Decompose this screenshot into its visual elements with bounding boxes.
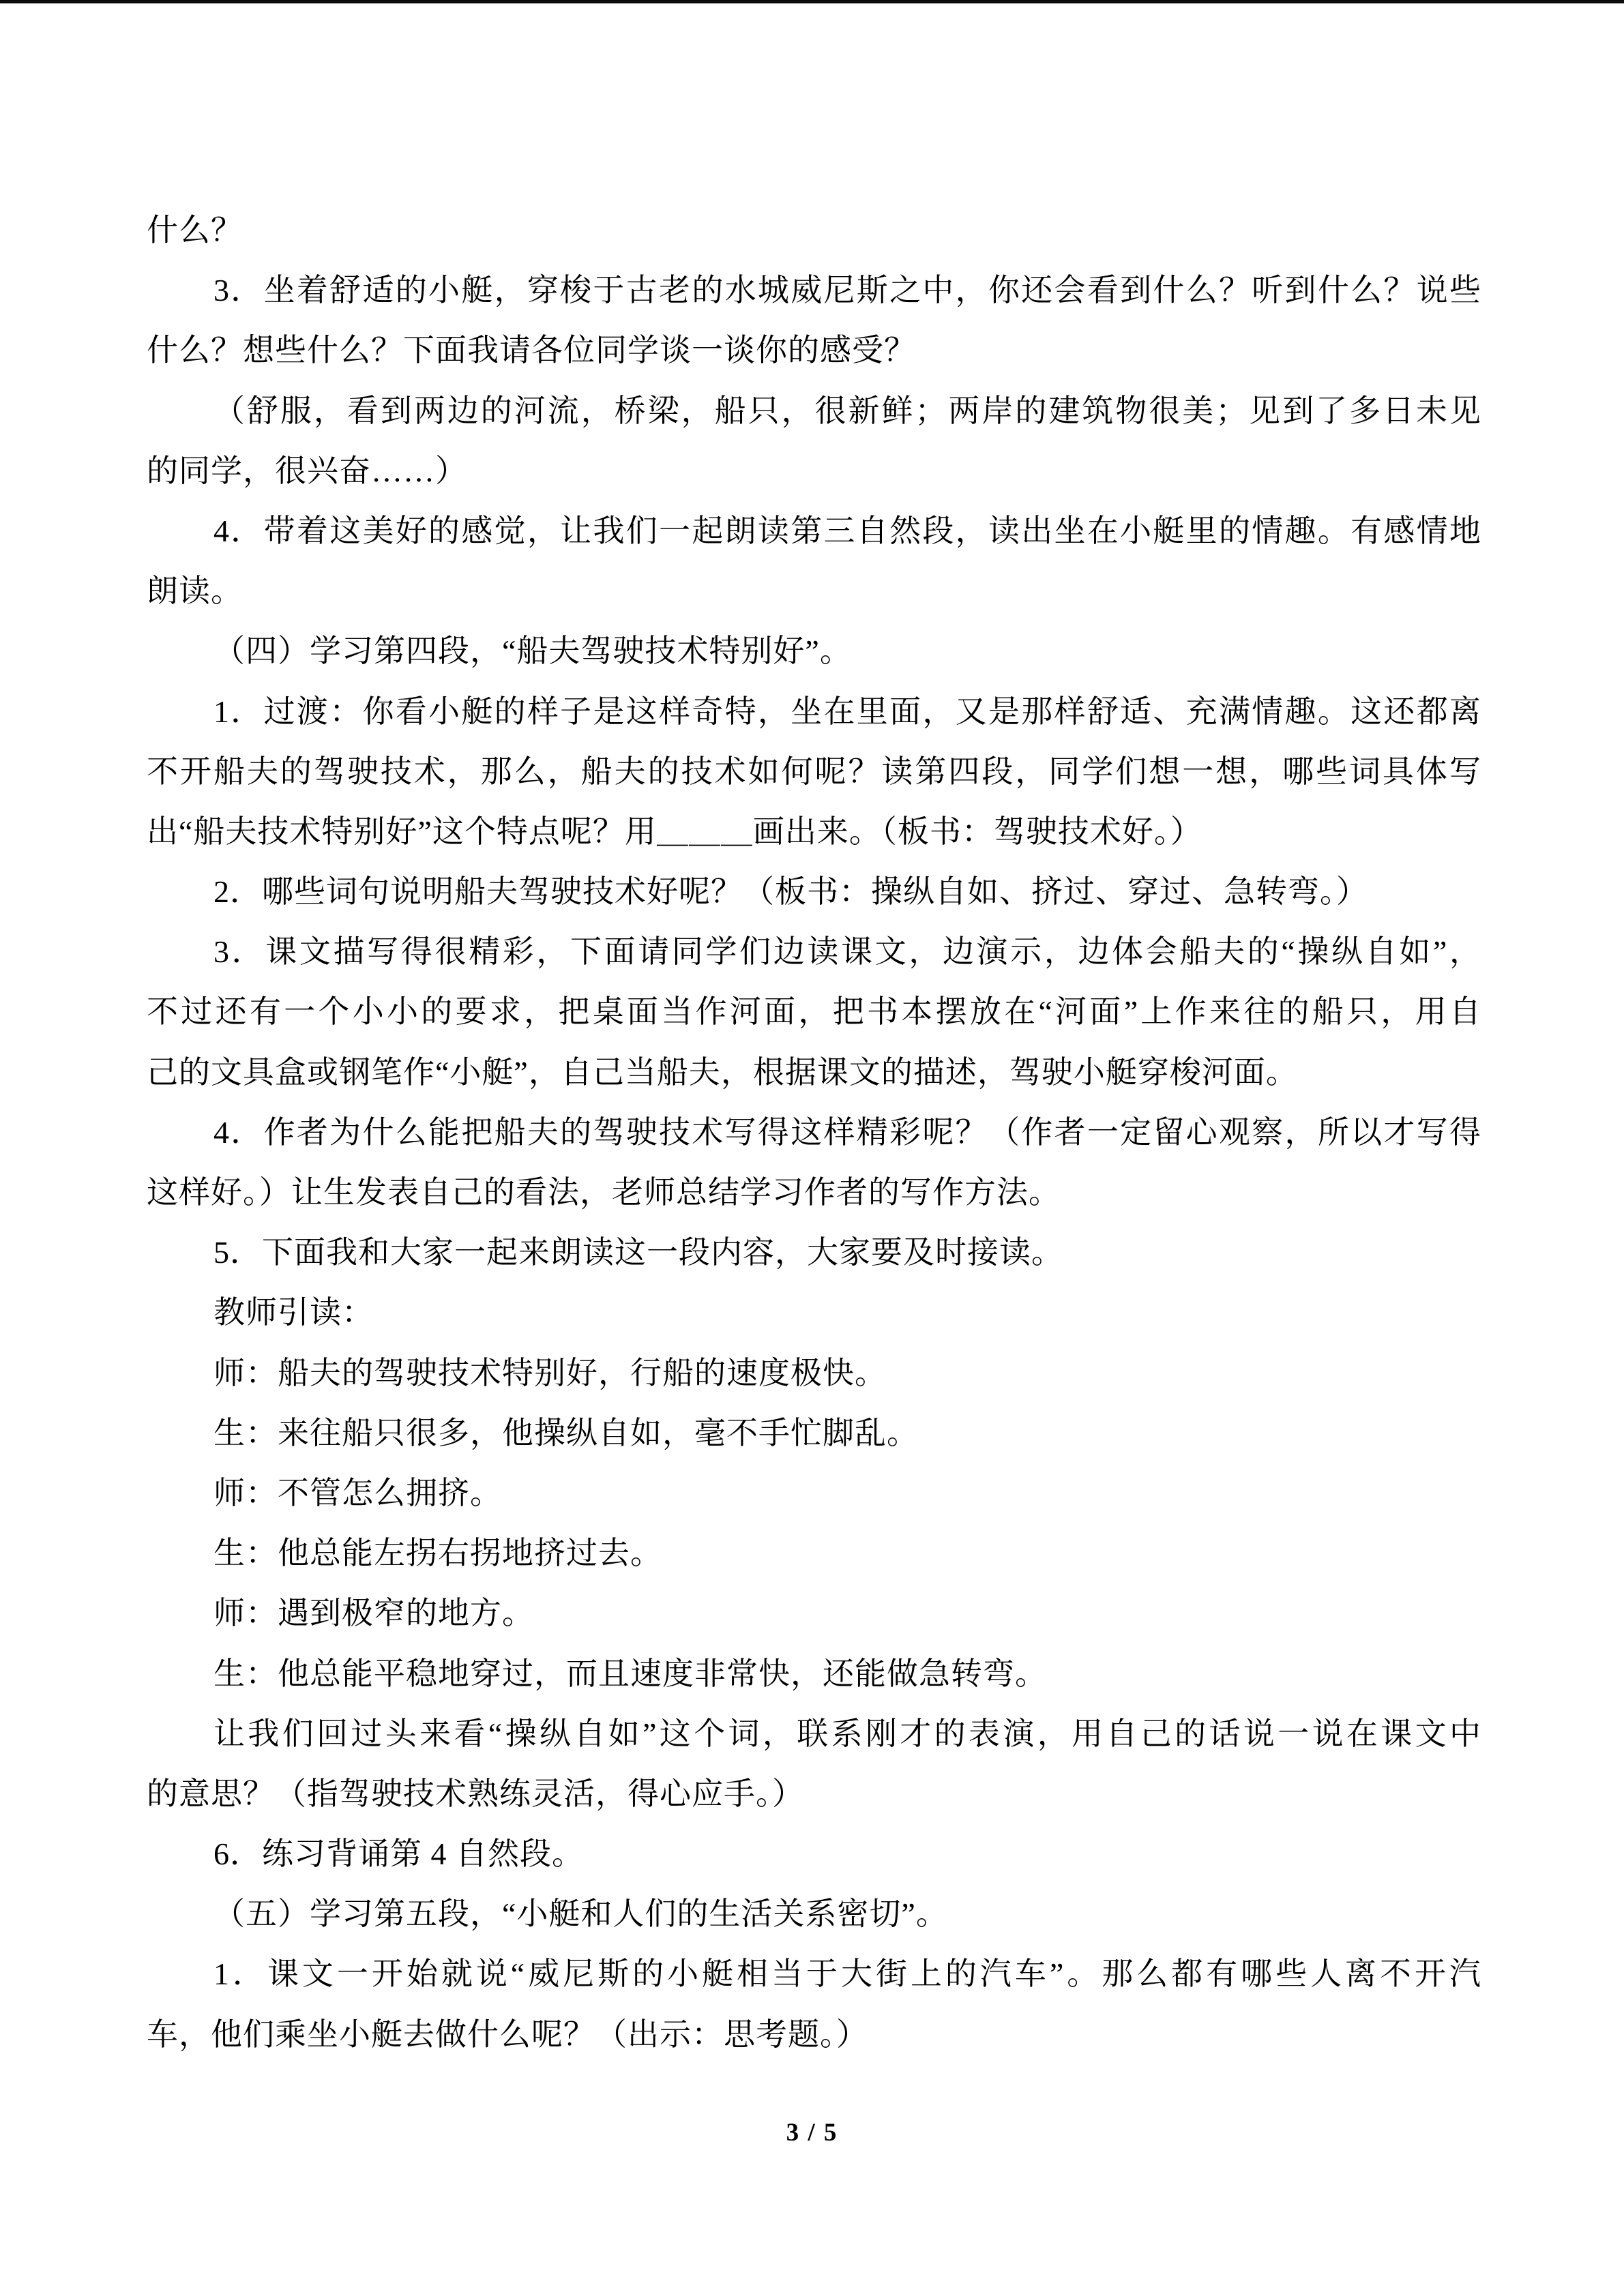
- text-line: 让我们回过头来看“操纵自如”这个词，联系刚才的表演，用自己的话说一说在课文中: [213, 1716, 1481, 1751]
- text-line: （舒服，看到两边的河流，桥梁，船只，很新鲜；两岸的建筑物很美；见到了多日未见: [213, 393, 1481, 428]
- text-line: 3．课文描写得很精彩，下面请同学们边读课文，边演示，边体会船夫的“操纵自如”，: [213, 934, 1481, 970]
- text-line: 1．课文一开始就说“威尼斯的小艇相当于大街上的汽车”。那么都有哪些人离不开汽: [213, 1956, 1481, 1992]
- text-line: 生：来往船只很多，他操纵自如，毫不手忙脚乱。: [213, 1415, 919, 1450]
- text-line: 师：遇到极窄的地方。: [213, 1596, 534, 1631]
- text-line: 4．带着这美好的感觉，让我们一起朗读第三自然段，读出坐在小艇里的情趣。有感情地: [213, 513, 1481, 548]
- text-line: 师：船夫的驾驶技术特别好，行船的速度极快。: [213, 1355, 887, 1390]
- text-line: 师：不管怎么拥挤。: [213, 1475, 502, 1510]
- text-line: （五）学习第五段，“小艇和人们的生活关系密切”。: [213, 1896, 948, 1932]
- text-line: 3．坐着舒适的小艇，穿梭于古老的水城威尼斯之中，你还会看到什么？听到什么？说些: [213, 273, 1481, 308]
- text-line: 2．哪些词句说明船夫驾驶技术好呢？（板书：操纵自如、挤过、穿过、急转弯。）: [213, 874, 1368, 910]
- text-line: 的同学，很兴奋……）: [147, 453, 467, 488]
- text-line: 不开船夫的驾驶技术，那么，船夫的技术如何呢？读第四段，同学们想一想，哪些词具体写: [147, 754, 1481, 789]
- text-line: 车，他们乘坐小艇去做什么呢？（出示：思考题。）: [147, 2016, 868, 2052]
- text-line: 什么？想些什么？下面我请各位同学谈一谈你的感受？: [147, 333, 916, 368]
- text-line: 教师引读：: [213, 1295, 374, 1330]
- window-top-edge: [0, 0, 1624, 3]
- text-line: 出“船夫技术特别好”这个特点呢？用＿＿＿画出来。（板书：驾驶技术好。）: [147, 814, 1202, 849]
- text-line: 6．练习背诵第 4 自然段。: [213, 1836, 584, 1872]
- text-line: 己的文具盒或钢笔作“小艇”，自己当船夫，根据课文的描述，驾驶小艇穿梭河面。: [147, 1054, 1298, 1090]
- document-body: [147, 200, 1481, 2065]
- text-line: 不过还有一个小小的要求，把桌面当作河面，把书本摆放在“河面”上作来往的船只，用自: [147, 994, 1481, 1030]
- text-line: 的意思？（指驾驶技术熟练灵活，得心应手。）: [147, 1776, 804, 1811]
- text-line: 朗读。: [147, 573, 243, 609]
- text-line: （四）学习第四段，“船夫驾驶技术特别好”。: [213, 633, 852, 669]
- text-line: 生：他总能平稳地穿过，而且速度非常快，还能做急转弯。: [213, 1656, 1047, 1691]
- text-line: 5．下面我和大家一起来朗读这一段内容，大家要及时接读。: [213, 1235, 1063, 1270]
- page-footer: [0, 2118, 1624, 2147]
- text-line: 4．作者为什么能把船夫的驾驶技术写得这样精彩呢？（作者一定留心观察，所以才写得: [213, 1114, 1481, 1150]
- text-line: 生：他总能左拐右拐地挤过去。: [213, 1536, 662, 1571]
- text-line: 什么？: [147, 213, 243, 248]
- text-line: 这样好。）让生发表自己的看法，老师总结学习作者的写作方法。: [147, 1175, 1061, 1210]
- page-number: 3 / 5: [786, 2119, 838, 2147]
- text-line: 1．过渡：你看小艇的样子是这样奇特，坐在里面，又是那样舒适、充满情趣。这还都离: [213, 694, 1481, 729]
